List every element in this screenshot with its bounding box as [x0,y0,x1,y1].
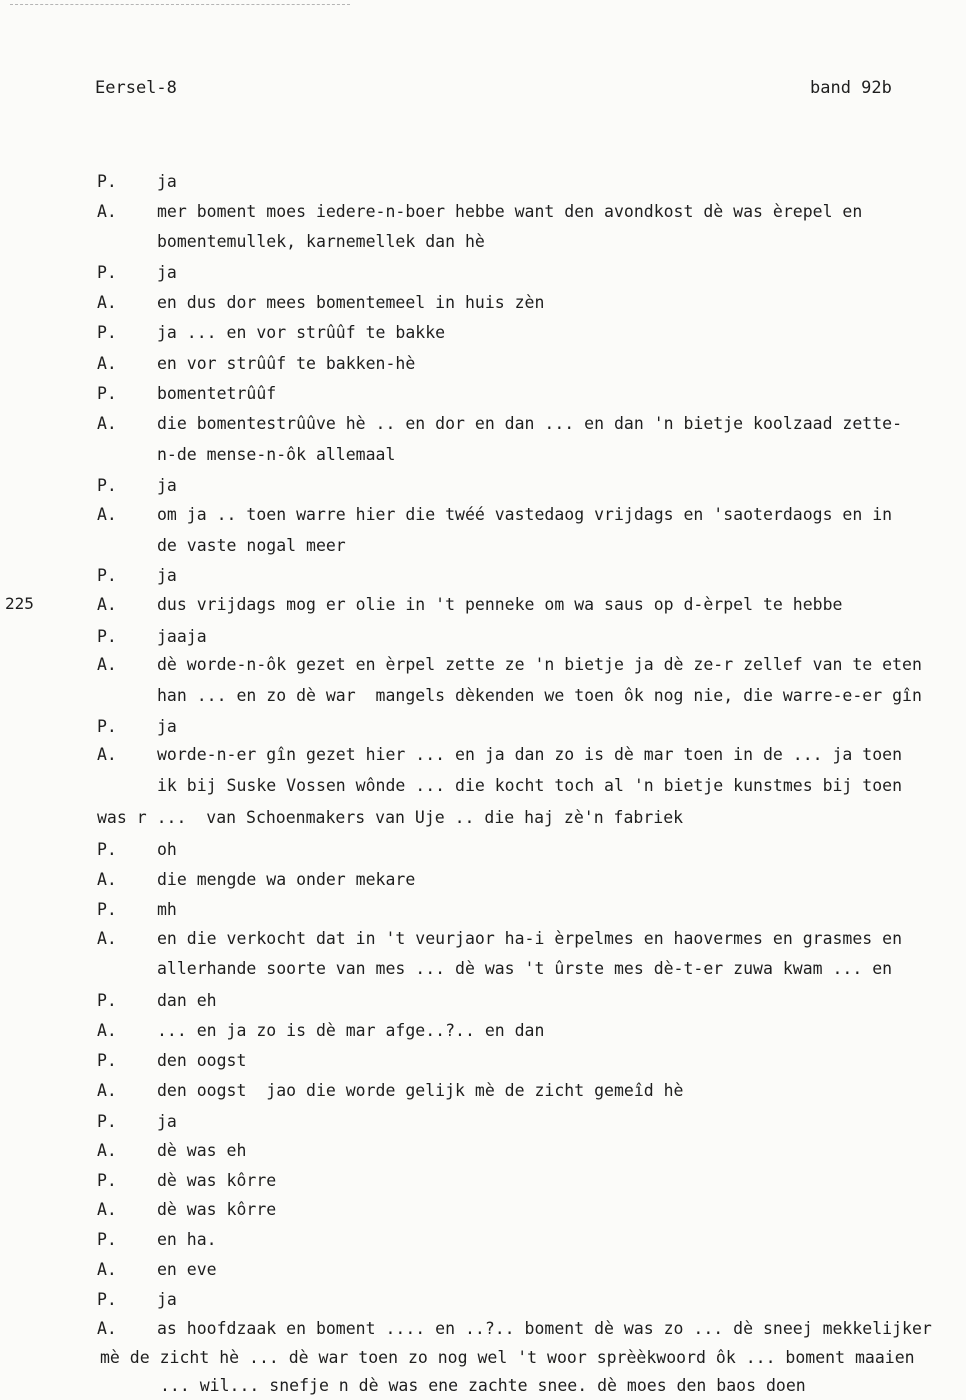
dialogue-line [0,445,966,469]
utterance: worde-n-er gîn gezet hier ... en ja dan zo is dè mar toen in de ... ja toen [157,745,903,764]
dialogue-line [0,1200,966,1224]
dialogue-line [0,536,966,560]
utterance: mh [157,900,177,919]
dialogue-line [0,354,966,378]
dialogue-line [0,1290,966,1314]
speaker-label: P. [97,991,117,1010]
speaker-label: A. [97,202,117,221]
speaker-label: P. [97,323,117,342]
page-header-tape: band 92b [810,78,892,98]
utterance: dè was eh [157,1141,247,1160]
dialogue-line [0,476,966,500]
speaker-label: A. [97,354,117,373]
dialogue-line [0,293,966,317]
utterance: ja [157,476,177,495]
speaker-label: P. [97,263,117,282]
utterance: ja [157,172,177,191]
utterance: en dus dor mees bomentemeel in huis zèn [157,293,545,312]
speaker-label: A. [97,414,117,433]
dialogue-line [0,323,966,347]
utterance: ja [157,566,177,585]
dialogue-line [0,1260,966,1284]
scan-top-line [10,4,350,8]
utterance: en ha. [157,1230,217,1249]
dialogue-line [0,745,966,769]
margin-counter: 225 [5,594,34,613]
speaker-label: P. [97,1171,117,1190]
utterance: den oogst jao die worde gelijk mè de zicht gemeîd hè [157,1081,684,1100]
speaker-label: A. [97,870,117,889]
utterance: dan eh [157,991,217,1010]
dialogue-line-continuation: mè de zicht hè ... dè war toen zo nog wel 't woor sprèèkwoord ôk ... boment maaien [100,1348,915,1367]
speaker-label: A. [97,1200,117,1219]
utterance: n-de mense-n-ôk allemaal [157,445,396,464]
dialogue-line-continuation: ... wil... snefje n dè was ene zachte snee. dè moes den baos doen [160,1376,806,1395]
speaker-label: P. [97,1112,117,1131]
utterance: as hoofdzaak en boment .... en ..?.. boment dè was zo ... dè sneej mekkelijker [157,1319,932,1338]
utterance: dè was kôrre [157,1171,277,1190]
speaker-label: A. [97,745,117,764]
speaker-label: A. [97,505,117,524]
utterance: bomentemullek, karnemellek dan hè [157,232,485,251]
utterance: die mengde wa onder mekare [157,870,416,889]
utterance: mer boment moes iedere-n-boer hebbe want den avondkost dè was èrepel en [157,202,863,221]
speaker-label: A. [97,293,117,312]
speaker-label: P. [97,1230,117,1249]
dialogue-line [0,232,966,256]
dialogue-line [0,776,966,800]
dialogue-line [0,870,966,894]
speaker-label: P. [97,566,117,585]
dialogue-line [0,566,966,590]
speaker-label: A. [97,655,117,674]
dialogue-line [0,1051,966,1075]
utterance: om ja .. toen warre hier die twéé vastedaog vrijdags en 'saoterdaogs en in [157,505,893,524]
speaker-label: A. [97,1141,117,1160]
utterance: ja [157,1290,177,1309]
speaker-label: P. [97,384,117,403]
speaker-label: P. [97,900,117,919]
utterance: de vaste nogal meer [157,536,346,555]
dialogue-line [0,959,966,983]
utterance: ... en ja zo is dè mar afge..?.. en dan [157,1021,545,1040]
speaker-label: P. [97,627,117,646]
dialogue-line [0,900,966,924]
utterance: ja [157,1112,177,1131]
utterance: oh [157,840,177,859]
speaker-label: P. [97,840,117,859]
utterance: dè worde-n-ôk gezet en èrpel zette ze 'n bietje ja dè ze-r zellef van te eten [157,655,922,674]
dialogue-line [0,717,966,741]
speaker-label: P. [97,1290,117,1309]
utterance: den oogst [157,1051,247,1070]
speaker-label: P. [97,476,117,495]
utterance: en die verkocht dat in 't veurjaor ha-i èrpelmes en haovermes en grasmes en [157,929,903,948]
speaker-label: A. [97,1319,117,1338]
page-header-location: Eersel-8 [95,78,177,98]
dialogue-line [0,172,966,196]
utterance: die bomentestrûûve hè .. en dor en dan ... en dan 'n bietje koolzaad zette- [157,414,903,433]
utterance: ja ... en vor strûûf te bakke [157,323,446,342]
dialogue-line [0,384,966,408]
utterance: dus vrijdags mog er olie in 't penneke om wa saus op d-èrpel te hebbe [157,595,843,614]
utterance: jaaja [157,627,207,646]
speaker-label: A. [97,929,117,948]
speaker-label: P. [97,1051,117,1070]
dialogue-line [0,991,966,1015]
speaker-label: A. [97,595,117,614]
dialogue-line [0,686,966,710]
dialogue-line [0,1112,966,1136]
speaker-label: P. [97,717,117,736]
dialogue-line [0,202,966,226]
dialogue-line [0,263,966,287]
utterance: dè was kôrre [157,1200,277,1219]
utterance: han ... en zo dè war mangels dèkenden we toen ôk nog nie, die warre-e-er gîn [157,686,922,705]
speaker-label: A. [97,1260,117,1279]
dialogue-line [0,1230,966,1254]
dialogue-line [0,414,966,438]
utterance: bomentetrûûf [157,384,277,403]
utterance: ja [157,263,177,282]
dialogue-line [0,1021,966,1045]
utterance: allerhande soorte van mes ... dè was 't ûrste mes dè-t-er zuwa kwam ... en [157,959,893,978]
speaker-label: A. [97,1021,117,1040]
dialogue-line [0,1319,966,1343]
dialogue-line [0,1171,966,1195]
utterance: ja [157,717,177,736]
speaker-label: A. [97,1081,117,1100]
speaker-label: P. [97,172,117,191]
utterance: en vor strûûf te bakken-hè [157,354,416,373]
dialogue-line-continuation: was r ... van Schoenmakers van Uje .. die haj zè'n fabriek [97,808,684,827]
dialogue-line [0,1081,966,1105]
utterance: ik bij Suske Vossen wônde ... die kocht toch al 'n bietje kunstmes bij toen [157,776,903,795]
dialogue-line [0,505,966,529]
utterance: en eve [157,1260,217,1279]
dialogue-line [0,840,966,864]
dialogue-line [0,655,966,679]
dialogue-line [0,929,966,953]
dialogue-line [0,627,966,651]
dialogue-line [0,1141,966,1165]
dialogue-line [0,595,966,619]
